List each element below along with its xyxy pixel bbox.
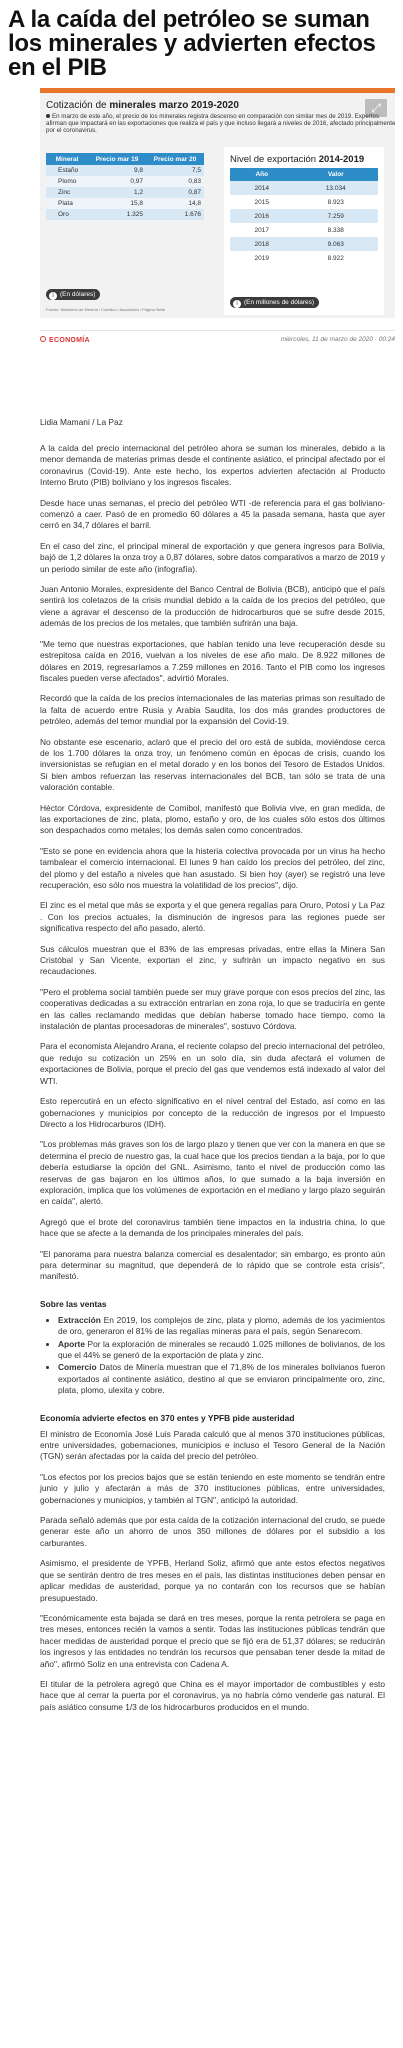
table-row [230,209,378,223]
article-paragraph: "Económicamente esta bajada se dará en tres meses, porque la renta petrolera se paga en tres meses, entonces recién la vamos a sentir. Todas las instituciones públicas tendrán que hacer medidas de austeridad porque el precio que se fijó era de 51,37 dólares; se reducirán los ingresos y las entidades no tendrán los recursos que pensaban tener desde la mitad de año", afirmó Soliz en una entrevista con Cadena A. [40,1612,385,1669]
price-table-header: Precio mar 19 [88,153,146,165]
table-cell: 2019 [230,251,294,265]
export-table-header: Año [230,168,294,181]
list-item-lead: Aporte [58,1338,85,1349]
article-paragraph: En el caso del zinc, el principal mineral de exportación y que genera ingresos para Bolivia, bajó de 1,2 dólares la onza troy a 0,87 dólares, sobre datos comparativos a marzo de 2019 y un periodo similar de este año (infografía). [40,540,385,574]
article-paragraph: "Pero el problema social también puede ser muy grave porque con esos precios del zinc, las cooperativas dedicadas a su extracción entrarían en zona roja, lo que se traduciría en gente en las calles reclamando medidas que debían haberse tomado hace tiempo, como la instalación de plantas procesadoras de minerales", sostuvo Córdova. [40,986,385,1032]
export-table [230,168,378,265]
article-paragraphs-a [40,443,385,1283]
mineral-price-table [46,153,204,220]
article-paragraph: "Me temo que nuestras exportaciones, que habían tenido una leve recuperación desde su estrepitosa caída en 2016, vuelvan a los niveles de ese año malo. De 8.922 millones de dólares en 2019, regresaríamos a 7.259 millones en 2016. Tanto el PIB como los ingresos fiscales pueden verse afectados", advirtió Morales. [40,638,385,683]
export-table-header: Valor [294,168,378,181]
table-row [46,176,204,187]
subhead-economy: Economía advierte efectos en 370 entes y YPFB pide austeridad [40,1412,295,1423]
table-cell: 0,87 [146,187,204,198]
article-paragraph: Desde hace unas semanas, el precio del petróleo WTI -de referencia para el gas boliviano- comenzó a caer. Pasó de en promedio 60 dólares a 45 la pasada semana, hasta que ayer cerró en 34,7 dólares el barril. [40,497,385,531]
table-cell: 2014 [230,181,294,195]
article-body [40,417,385,1722]
byline: Lidia Mamani / La Paz [40,417,123,427]
article-paragraph: El titular de la petrolera agregó que China es el mayor importador de combustibles y esto hace que al cerrar la puerta por el coronavirus, ya no habría cómo venderle gas natural. El país asiático consume 1/3 de los hidrocarburos producidos en el mundo. [40,1678,385,1712]
table-row [46,198,204,209]
list-item-text: Datos de Minería muestran que el 71,8% de los minerales bolivianos fueron exportados al continente asiático, destino al que se enviaron principalmente oro, zinc, plata, plomo, ulexita y cobre. [58,1362,385,1396]
table-row [46,209,204,220]
table-cell: 0,83 [146,176,204,187]
list-item [58,1339,385,1362]
infographic-note [46,113,395,134]
export-title-prefix: Nivel de exportación [230,154,319,165]
article-paragraph: Agregó que el brote del coronavirus también tiene impactos en la industria china, lo que hace que se afecte a la demanda de los principales minerales del país. [40,1216,385,1239]
table-cell: 2016 [230,209,294,223]
article-paragraph: Asimismo, el presidente de YPFB, Herland Soliz, afirmó que ante estos efectos negativos que se sentirán dentro de tres meses en el país, las distintas instituciones deben pensar en aplicar medidas de austeridad, porque ya no contarán con los recursos que se habían presupuestado. [40,1558,385,1603]
list-item [58,1315,385,1338]
article-paragraph: "Los efectos por los precios bajos que se están teniendo en este momento se tendrán entre junio y julio y afectarán a más de 370 instituciones públicas, entre universidades, gobernaciones y municipios, y también al TGN", anticipó la autoridad. [40,1471,385,1505]
article-paragraph: "Esto se pone en evidencia ahora que la histeria colectiva provocada por un virus ha hecho tambalear el comercio internacional. El lunes 9 han caído los precios del petróleo, del zinc, del plomo y del estaño a niveles que han asustado. Si bien hoy (ayer) se registró una leve recuperación, eso sólo nos muestra la volatilidad de los precios", dijo. [40,845,385,890]
infographic-title [46,100,239,111]
table-cell: 0,97 [88,176,146,187]
table-row [230,251,378,265]
table-cell: 8.338 [294,223,378,237]
price-unit-text: (En dólares) [60,291,96,298]
info-icon: i [233,300,241,308]
table-cell: 2017 [230,223,294,237]
table-row [46,187,204,198]
article-paragraph: Sus cálculos muestran que el 83% de las empresas privadas, entre ellas la Minera San Cristóbal y San Vicente, exportan el zinc, y sufrirán un impacto negativo en sus recaudaciones. [40,943,385,977]
table-cell: 14,8 [146,198,204,209]
article-meta [40,330,395,345]
infographic-source: Fuente: Ministerio de Minería / Cochilco / Asociación / Página Siete [46,307,165,312]
export-unit-text: (En millones de dólares) [244,299,315,306]
infographic[interactable] [40,88,395,318]
article-paragraph: Juan Antonio Morales, expresidente del Banco Central de Bolivia (BCB), anticipó que el país sentirá los coletazos de la crisis mundial debido a la caída de los precios del petróleo, que viene a agravar el descenso de la producción de hidrocarburos que se sufre desde 2015, además de los precios de los metales, que también sufrirán una baja. [40,584,385,629]
table-cell: Plata [46,198,88,209]
table-cell: 8.923 [294,195,378,209]
table-cell: Zinc [46,187,88,198]
bullet-icon [46,114,50,118]
table-cell: Plomo [46,176,88,187]
export-unit-badge [230,297,319,308]
infographic-title-bold: minerales marzo 2019-2020 [109,100,239,111]
section-link[interactable] [40,336,90,344]
table-cell: 9,8 [88,165,146,176]
price-table-header: Precio mar 20 [146,153,204,165]
list-item-text: Por la exploración de minerales se recaudó 1.025 millones de bolivianos, de los que el 44% se generó de la exportación de plata y zinc. [58,1338,385,1360]
list-item [58,1362,385,1396]
article-paragraph: Para el economista Alejandro Arana, el reciente colapso del precio internacional del petróleo, que redujo su cotización un 25% en un solo día, sin duda afectará el volumen de exportaciones de Bolivia, porque el precio del gas que vendemos está indexado al valor del WTI. [40,1041,385,1086]
list-item-lead: Extracción [58,1314,101,1325]
table-cell: 7.259 [294,209,378,223]
article-headline: A la caída del petróleo se suman los minerales y advierten efectos en el PIB [8,6,376,81]
table-cell: 1.676 [146,209,204,220]
table-row [230,237,378,251]
table-row [230,223,378,237]
article-paragraph: Parada señaló además que por esta caída de la cotización internacional del crudo, se puede generar este año un ahorro de unos 350 millones de dólares por el subsidio a los carburantes. [40,1515,385,1548]
table-row [230,195,378,209]
list-item-text: En 2019, los complejos de zinc, plata y plomo, además de los yacimientos de oro, generaron el 81% de las regalías mineras para el país, según Senarecom. [58,1314,385,1337]
export-title-bold: 2014-2019 [318,154,365,165]
article-paragraph: Esto repercutirá en un efecto significativo en el nivel central del Estado, así como en las gobernaciones y municipios por concepto de la reducción de ingresos por el Impuesto Directo a los Hidrocarburos (IDH). [40,1096,385,1129]
article-paragraph: A la caída del precio internacional del petróleo ahora se suman los minerales, debido a la menor demanda de materias primas desde el continente asiático, el principal afectado por el coronavirus (Covid-19). Ante este hecho, los expertos advierten afectación al Producto Interno Bruto (PIB) boliviano y los ingresos fiscales. [40,443,385,488]
infographic-title-prefix: Cotización de [46,100,110,111]
article-paragraph: El ministro de Economía José Luis Parada calculó que al menos 370 instituciones públicas, entre universidades, gobernaciones, municipios e incluso el Tesoro General de la Nación (TGN) serán afectadas por la caída del precio del petróleo. [40,1428,385,1462]
info-icon: i [49,292,57,300]
article-paragraph: Héctor Córdova, expresidente de Comibol, manifestó que Bolivia vive, en gran medida, de las exportaciones de zinc, plata, plomo, estaño y oro, de los cuales sólo estos dos últimos son despachados como metales; los demás salen como concentrados. [40,802,385,836]
table-row [230,181,378,195]
table-cell: 15,8 [88,198,146,209]
table-cell: 9.063 [294,237,378,251]
table-row [46,165,204,176]
table-cell: 13.034 [294,181,378,195]
infographic-note-text: En marzo de este año, el precio de los minerales registra descenso en comparación con similar mes de 2019. Expertos afirman que impactará en las exportaciones que realiza el país y que incluso llegará a niveles de 2016, afectado principalmente por el coronavirus. [46,113,395,134]
article-paragraph: Recordó que la caída de los precios internacionales de las materias primas son resultado de la falta de acuerdo entre Rusia y Arabia Saudita, los dos más grandes productores de petróleo, además del temor mundial por la expansión del Covid-19. [40,693,385,727]
expand-icon[interactable]: ⤢ [365,99,387,117]
table-cell: 2018 [230,237,294,251]
list-item-lead: Comercio [58,1362,97,1373]
table-cell: 2015 [230,195,294,209]
table-cell: 1.325 [88,209,146,220]
article-paragraph: "El panorama para nuestra balanza comercial es desalentador; sin embargo, es pronto aún para determinar su magnitud, que dependerá de lo rápido que se controle esta crisis", manifestó. [40,1248,385,1282]
publish-date: miércoles, 11 de marzo de 2020 · 00:24 [280,336,395,343]
table-cell: 7,5 [146,165,204,176]
price-unit-badge [46,289,100,300]
subhead-sales: Sobre las ventas [40,1298,107,1309]
table-cell: 8.922 [294,251,378,265]
export-title [230,154,364,165]
table-cell: 1,2 [88,187,146,198]
article-paragraph: No obstante ese escenario, aclaró que el precio del oro está de subida, moviéndose cerca de los 1.700 dólares la onza troy, un fenómeno común en épocas de crisis, cuando los inversionistas se refugian en el metal dorado y en los bonos del Tesoro de Estados Unidos. Si bien ambos refuerzan las reservas internacionales del BCB, tan sólo se trata de una valoración contable. [40,736,385,793]
price-table-header: Mineral [46,153,88,165]
sales-bullet-list [40,1315,385,1397]
export-panel [224,147,384,315]
table-cell: Estaño [46,165,88,176]
article-paragraph: El zinc es el metal que más se exporta y el que genera regalías para Oruro, Potosí y La Paz . Con los precios actuales, la disminución de ingresos para las regiones puede ser significativa respecto del año pasado, alertó. [40,900,385,934]
table-cell: Oro [46,209,88,220]
section-label: ECONOMÍA [49,337,90,344]
circle-icon [40,336,46,342]
article-paragraphs-b [40,1429,385,1714]
article-paragraph: "Los problemas más graves son los de largo plazo y tienen que ver con la manera en que se determina el precio de nuestro gas, la cual hace que los precios tiendan a la baja, por lo que debería estudiarse la opción del GNL. Asimismo, tanto el nivel de producción como las reservas de gas bajaron en los últimos años, lo que sumado a la baja inversión en exploración, implica que los volúmenes de exportación en el mediano y largo plazo seguirán en caída", alertó. [40,1139,385,1207]
